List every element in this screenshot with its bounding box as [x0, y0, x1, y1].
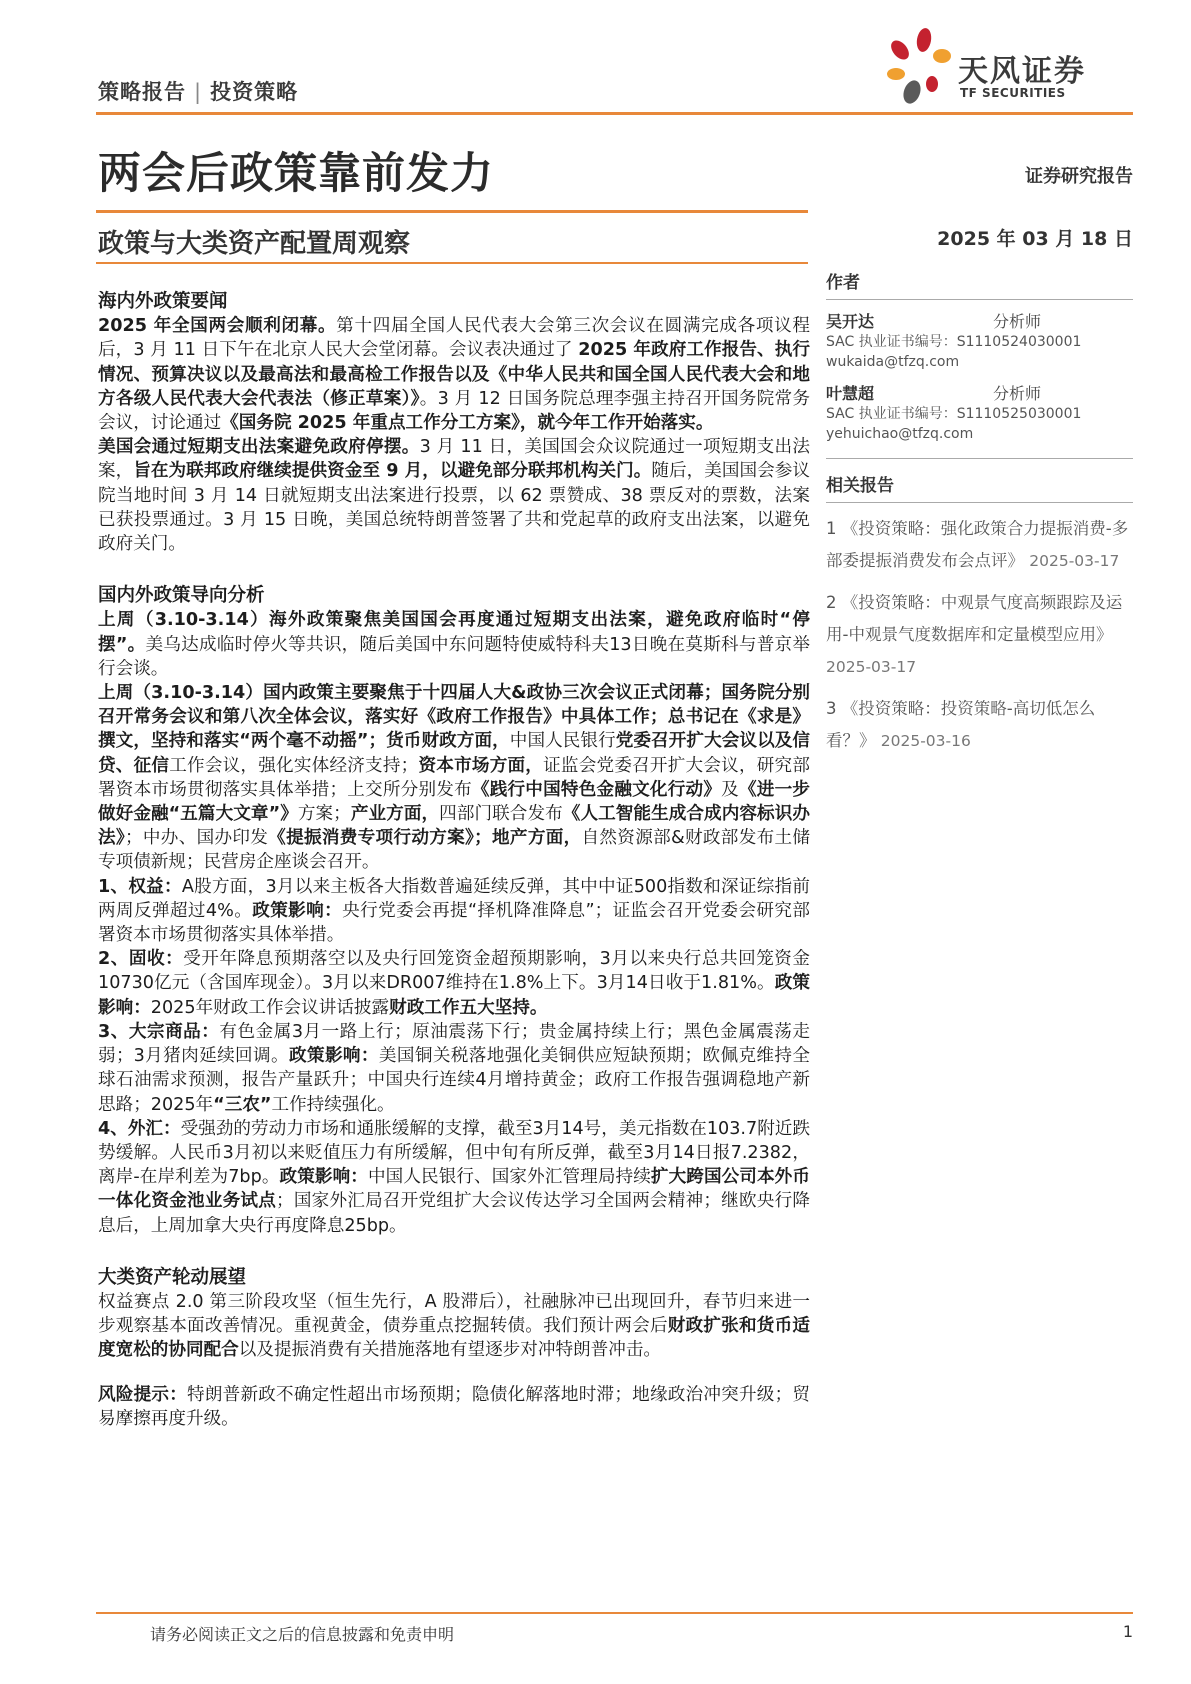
- report-subtitle: 政策与大类资产配置周观察: [98, 229, 411, 259]
- related-report-item[interactable]: [826, 513, 1133, 577]
- analysis-fixed-income: 2、固收：受开年降息预期落空以及央行回笼资金超预期影响，3月以来央行总共回笼资金10730亿元（含国库现金）。3月以来DR007维持在1.8%上下。3月14日收于1.81%。政策影响：2025年财政工作会议讲话披露财政工作五大坚持。: [98, 949, 810, 1018]
- author-role: 分析师: [993, 312, 1042, 331]
- section-title-analysis: 国内外政策导向分析: [98, 585, 265, 607]
- author-role: 分析师: [993, 384, 1042, 403]
- related-report-item[interactable]: [826, 693, 1133, 757]
- section-title-news: 海内外政策要闻: [98, 291, 228, 312]
- author-sac: SAC 执业证书编号：S1110524030001: [826, 334, 1082, 350]
- title-divider: [96, 210, 808, 213]
- header-divider: [96, 112, 1133, 115]
- analysis-paragraph-domestic: 上周（3.10-3.14）国内政策主要聚焦于十四届人大&政协三次会议正式闭幕；国务院分别召开常务会议和第八次全体会议，落实好《政府工作报告》中具体工作；总书记在《求是》撰文，坚持和落实“两个毫不动摇”；货币财政方面，中国人民银行党委召开扩大会议以及信贷、征信工作会议，强化实体经济支持；资本市场方面，证监会党委召开扩大会议，研究部署资本市场贯彻落实具体举措；上交所分别发布《践行中国特色金融文化行动》及《进一步做好金融“五篇大文章”》方案；产业方面，四部门联合发布《人工智能生成合成内容标识办法》；中办、国办印发《提振消费专项行动方案》；地产方面，自然资源部&财政部发布土储专项债新规；民营房企座谈会召开。: [98, 683, 810, 873]
- analysis-commodity: 3、大宗商品：有色金属3月一路上行；原油震荡下行；贵金属持续上行；黑色金属震荡走弱；3月猪肉延续回调。政策影响：美国铜关税落地强化美铜供应短缺预期；欧佩克维持全球石油需求预测，报告产量跃升；中国央行连续4月增持黄金；政府工作报告强调稳地产新思路；2025年“三农”工作持续强化。: [98, 1021, 811, 1115]
- related-report-title[interactable]: 1 《投资策略：强化政策合力提振消费-多部委提振消费发布会点评》: [826, 519, 1129, 570]
- analysis-paragraph-overseas: 上周（3.10-3.14）海外政策聚焦美国国会再度通过短期支出法案，避免政府临时“停摆”。美乌达成临时停火等共识，随后美国中东问题特使威特科夫13日晚在莫斯科与普京举行会谈。: [98, 610, 810, 679]
- category-label: 策略报告: [98, 80, 186, 104]
- author-card: [826, 312, 1133, 372]
- related-report-date: 2025-03-17: [1029, 552, 1120, 570]
- main-content: [98, 290, 810, 1431]
- report-category: [98, 76, 298, 106]
- author-email[interactable]: yehuichao@tfzq.com: [826, 426, 974, 442]
- analysis-fx: 4、外汇：受强劲的劳动力市场和通胀缓解的支撑，截至3月14号，美元指数在103.7附近跌势缓解。人民币3月初以来贬值压力有所缓解，但中旬有所反弹，截至3月14日报7.2382，离岸-在岸利差为7bp。政策影响：中国人民银行、国家外汇管理局持续扩大跨国公司本外币一体化资金池业务试点；国家外汇局召开党组扩大会议传达学习全国两会精神；继欧央行降息后，上周加拿大央行再度降息25bp。: [98, 1118, 810, 1236]
- related-report-date: 2025-03-16: [880, 732, 971, 750]
- section-title-outlook: 大类资产轮动展望: [98, 1266, 247, 1288]
- outlook-paragraph: 权益赛点 2.0 第三阶段攻坚（恒生先行，A 股滞后），社融脉冲已出现回升，春节归来进一步观察基本面改善情况。重视黄金，债券重点挖掘转债。我们预计两会后财政扩张和货币适度宽松的协同配合以及提振消费有关措施落地有望逐步对冲特朗普冲击。: [98, 1291, 810, 1361]
- author-sac: SAC 执业证书编号：S1110525030001: [826, 406, 1082, 422]
- subcategory-label: 投资策略: [210, 80, 299, 104]
- authors-heading: 作者: [826, 268, 1133, 300]
- news-paragraph-1: 2025 年全国两会顺利闭幕。第十四届全国人民代表大会第三次会议在圆满完成各项议程后，3 月 11 日下午在北京人民大会堂闭幕。会议表决通过了 2025 年政府工作报告、执行情况、预算决议以及最高法和最高检工作报告以及《中华人民共和国全国人民代表大会和地方各级人民代表大会代表法（修正草案）》。3 月 12 日国务院总理李强主持召开国务院常务会议，讨论通过《国务院 2025 年重点工作分工方案》，就今年工作开始落实。: [98, 316, 810, 434]
- logo-english-name: TF SECURITIES: [960, 86, 1066, 100]
- related-report-title[interactable]: 3 《投资策略：投资策略-高切低怎么看？》: [826, 699, 1096, 750]
- footer-divider: [96, 1612, 1133, 1614]
- author-card: [826, 384, 1133, 444]
- page-number: 1: [1122, 1622, 1133, 1641]
- report-title: 两会后政策靠前发力: [98, 149, 494, 199]
- author-name: 吴开达: [826, 312, 875, 331]
- related-report-item[interactable]: [826, 587, 1133, 683]
- risk-warning: 风险提示：特朗普新政不确定性超出市场预期；隐债化解落地时滞；地缘政治冲突升级；贸易摩擦再度升级。: [98, 1384, 810, 1429]
- logo-chinese-name: 天风证券: [958, 54, 1086, 89]
- category-separator: |: [194, 80, 203, 104]
- related-report-date: 2025-03-17: [826, 658, 917, 676]
- author-name: 叶慧超: [826, 384, 875, 403]
- author-email[interactable]: wukaida@tfzq.com: [826, 354, 960, 370]
- subtitle-divider: [96, 262, 808, 264]
- related-report-title[interactable]: 2 《投资策略：中观景气度高频跟踪及运用-中观景气度数据库和定量模型应用》: [826, 593, 1123, 644]
- footer-disclaimer: 请务必阅读正文之后的信息披露和免责申明: [150, 1625, 455, 1644]
- sidebar: [826, 268, 1133, 757]
- tf-securities-logo: [880, 26, 1095, 108]
- related-reports-heading: 相关报告: [826, 471, 1133, 503]
- flower-logo-icon: [880, 26, 960, 108]
- sidebar-divider: [826, 458, 1133, 459]
- analysis-equity: 1、权益：A股方面，3月以来主板各大指数普遍延续反弹，其中中证500指数和深证综指前两周反弹超过4%。政策影响：央行党委会再提“择机降准降息”；证监会召开党委会研究部署资本市场贯彻落实具体举措。: [98, 876, 810, 946]
- report-date: 2025 年 03 月 18 日: [937, 228, 1133, 250]
- report-type: 证券研究报告: [1025, 166, 1133, 187]
- news-paragraph-2: 美国会通过短期支出法案避免政府停摆。3 月 11 日，美国国会众议院通过一项短期支出法案，旨在为联邦政府继续提供资金至 9 月，以避免部分联邦机构关门。随后，美国国会参议院当地时间 3 月 14 日就短期支出法案进行投票，以 62 票赞成、38 票反对的票数，法案已获投票通过。3 月 15 日晚，美国总统特朗普签署了共和党起草的政府支出法案，以避免政府关门。: [98, 437, 810, 555]
